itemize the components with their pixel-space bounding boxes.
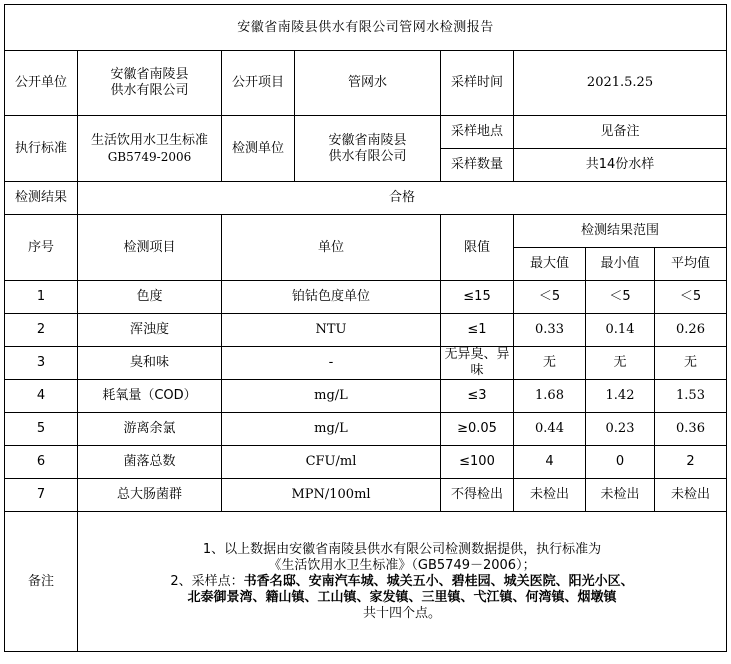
sample-site-label: 采样地点: [441, 116, 514, 149]
report-title: 安徽省南陵县供水有限公司管网水检测报告: [5, 5, 727, 51]
row-no: 6: [5, 446, 78, 479]
row-min: 未检出: [586, 479, 655, 512]
row-avg: 未检出: [655, 479, 727, 512]
sample-count-value: 共14份水样: [514, 149, 727, 182]
header-no: 序号: [5, 215, 78, 281]
item-label: 公开项目: [222, 51, 295, 116]
row-limit: ≤1: [441, 314, 514, 347]
row-unit: 铂钴色度单位: [222, 281, 441, 314]
row-avg: ＜5: [655, 281, 727, 314]
row-max: ＜5: [514, 281, 586, 314]
row-avg: 无: [655, 347, 727, 380]
remarks-line3: [78, 574, 726, 590]
row-avg: 1.53: [655, 380, 727, 413]
row-item: 总大肠菌群: [78, 479, 222, 512]
row-max: 4: [514, 446, 586, 479]
row-avg: 0.26: [655, 314, 727, 347]
row-min: 无: [586, 347, 655, 380]
row-no: 7: [5, 479, 78, 512]
table-row: [5, 446, 727, 479]
row-unit: mg/L: [222, 380, 441, 413]
row-item: 耗氧量（COD）: [78, 380, 222, 413]
row-max: 0.44: [514, 413, 586, 446]
result-label: 检测结果: [5, 182, 78, 215]
header-range: 检测结果范围: [514, 215, 727, 248]
header-unit: 单位: [222, 215, 441, 281]
remarks-line1: 1、以上数据由安徽省南陵县供水有限公司检测数据提供，执行标准为: [202, 541, 602, 557]
remarks-line2: 《生活饮用水卫生标准》（GB5749－2006）；: [268, 557, 536, 573]
row-max: 0.33: [514, 314, 586, 347]
sample-site-value: 见备注: [514, 116, 727, 149]
row-limit: ≤100: [441, 446, 514, 479]
info-row-publisher: [5, 51, 727, 116]
info-row-standard: [5, 116, 727, 149]
row-no: 3: [5, 347, 78, 380]
standard-line2: GB5749-2006: [107, 149, 192, 164]
row-unit: -: [222, 347, 441, 380]
table-row: [5, 347, 727, 380]
row-item: 色度: [78, 281, 222, 314]
publisher-label: 公开单位: [5, 51, 78, 116]
testing-unit-line1: 安徽省南陵县: [328, 132, 407, 148]
remarks-line4-sites: 北泰御景湾、籍山镇、工山镇、家发镇、三里镇、弋江镇、何湾镇、烟墩镇: [187, 589, 617, 605]
row-min: 0: [586, 446, 655, 479]
row-no: 1: [5, 281, 78, 314]
row-min: 1.42: [586, 380, 655, 413]
sample-time-value: 2021.5.25: [514, 51, 727, 116]
header-limit: 限值: [441, 215, 514, 281]
standard-value: [78, 116, 222, 182]
publisher-line1: 安徽省南陵县: [110, 67, 189, 82]
row-no: 2: [5, 314, 78, 347]
testing-unit-value: [295, 116, 441, 182]
header-item: 检测项目: [78, 215, 222, 281]
row-max: 无: [514, 347, 586, 380]
row-item: 臭和味: [78, 347, 222, 380]
result-value: 合格: [78, 182, 727, 215]
row-unit: NTU: [222, 314, 441, 347]
row-no: 5: [5, 413, 78, 446]
publisher-value: [78, 51, 222, 116]
row-item: 游离余氯: [78, 413, 222, 446]
table-row: [5, 413, 727, 446]
row-avg: 0.36: [655, 413, 727, 446]
row-limit: 不得检出: [441, 479, 514, 512]
title-row: [5, 5, 727, 51]
publisher-line2: 供水有限公司: [110, 83, 189, 98]
remarks-line3-sites: 书香名邸、安南汽车城、城关五小、碧桂园、城关医院、阳光小区、: [243, 573, 634, 589]
remarks-row: [5, 512, 727, 652]
row-min: ＜5: [586, 281, 655, 314]
header-avg: 平均值: [655, 248, 727, 281]
header-row-1: [5, 215, 727, 248]
table-row: [5, 314, 727, 347]
row-unit: mg/L: [222, 413, 441, 446]
row-limit: ≤15: [441, 281, 514, 314]
row-max: 1.68: [514, 380, 586, 413]
row-item: 菌落总数: [78, 446, 222, 479]
row-unit: CFU/ml: [222, 446, 441, 479]
remarks-line5: 共十四个点。: [363, 605, 442, 621]
remarks-label: 备注: [5, 512, 78, 652]
row-limit: ≤3: [441, 380, 514, 413]
header-min: 最小值: [586, 248, 655, 281]
table-row: [5, 479, 727, 512]
table-row: [5, 380, 727, 413]
standard-label: 执行标准: [5, 116, 78, 182]
sample-time-label: 采样时间: [441, 51, 514, 116]
table-row: [5, 281, 727, 314]
row-min: 0.14: [586, 314, 655, 347]
row-item: 浑浊度: [78, 314, 222, 347]
standard-line1: 生活饮用水卫生标准: [90, 132, 208, 148]
row-limit: 无异臭、异味: [441, 347, 514, 380]
item-value: 管网水: [295, 51, 441, 116]
row-unit: MPN/100ml: [222, 479, 441, 512]
testing-unit-line2: 供水有限公司: [328, 148, 407, 164]
report-table: [4, 4, 727, 652]
testing-unit-label: 检测单位: [222, 116, 295, 182]
sample-count-label: 采样数量: [441, 149, 514, 182]
row-no: 4: [5, 380, 78, 413]
result-row: [5, 182, 727, 215]
row-limit: ≥0.05: [441, 413, 514, 446]
row-max: 未检出: [514, 479, 586, 512]
remarks-content: [78, 512, 727, 652]
row-avg: 2: [655, 446, 727, 479]
remarks-line3-prefix: 2、采样点：: [170, 573, 244, 589]
row-min: 0.23: [586, 413, 655, 446]
header-max: 最大值: [514, 248, 586, 281]
